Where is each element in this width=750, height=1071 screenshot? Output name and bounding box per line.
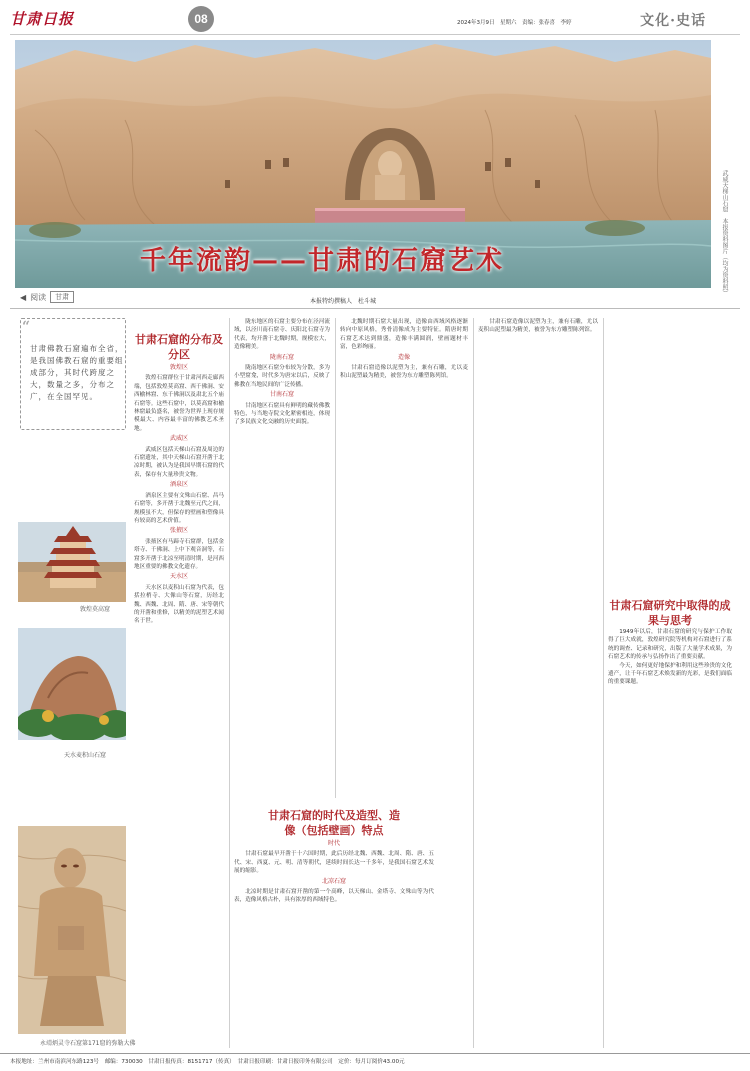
paragraph: 甘肃石窟最早开凿于十六国时期，此后历经北魏、西魏、北周、隋、唐、五代、宋、西夏、元、明、清等朝代，延续时间长达一千多年，是我国石窟艺术发展的缩影。 [234, 851, 434, 875]
feature-title: 千年流韵——甘肃的石窟艺术 [140, 246, 505, 276]
footer-info: 本报地址：兰州市南滨河东路123号 邮编：730030 甘肃日报传真：8151717（传真） 甘肃日报印刷：甘肃日报印务有限公司 定价：每月订阅价43.00元 [0, 1053, 750, 1071]
intro-text: 甘肃佛教石窟遍布全省，是我国佛教石窟的重要组成部分，其时代跨度之大，数量之多，分布之广，在全国罕见。 [30, 344, 124, 401]
column-divider [473, 318, 474, 1048]
column3-heading: 甘肃石窟的时代及造型、造像（包括壁画）特点 [268, 809, 400, 837]
section-title: 文化·史话 [640, 13, 706, 29]
paragraph: 北魏时期石窟大量出现，造像由西域风格逐渐转向中原风格，秀骨清像成为主要特征。隋唐时期石窟艺术达到鼎盛，造像丰满圆润，壁画题材丰富，色彩绚丽。 [340, 319, 468, 351]
paragraph: 今天，如何更好地保护和利用这些珍贵的文化遗产，让千年石窟艺术焕发新的光彩，是我们面临的重要课题。 [608, 662, 732, 686]
breadcrumb [20, 291, 74, 303]
paragraph: 敦煌石窟群位于甘肃河西走廊西端，包括敦煌莫高窟、西千佛洞、安西榆林窟、东千佛洞以及肃北五个庙石窟等。这些石窟中，以莫高窟和榆林窟最负盛名，被誉为世界上现存规模最大、内容最丰富的佛教艺术圣地。 [134, 375, 224, 432]
paragraph: 1949年以后，甘肃石窟的研究与保护工作取得了巨大成就，敦煌研究院等机构对石窟进行了系统的调查、记录和研究，出版了大量学术成果，为石窟艺术的传承与弘扬作出了重要贡献。 [608, 629, 732, 661]
paragraph: 甘肃石窟造像以泥塑为主，兼有石雕，尤以麦积山泥塑最为精美，被誉为东方雕塑陈列馆。 [478, 319, 598, 334]
text-column-4 [340, 318, 468, 1048]
photo-maijishan [18, 628, 126, 740]
caption-mogao: 敦煌莫高窟 [80, 606, 111, 613]
back-triangle-icon: ◀ [20, 292, 27, 302]
text-column-1 [134, 332, 224, 1047]
subhead-statues: 造像 [397, 353, 410, 361]
paragraph: 天水区以麦积山石窟为代表，包括拉梢寺、大像山等石窟，历经北魏、西魏、北周、隋、唐、宋等朝代的开凿和重修，以精美的泥塑艺术闻名于世。 [134, 584, 224, 625]
column1-heading: 甘肃石窟的分布及分区 [135, 333, 223, 361]
paragraph: 陇南地区石窟分布较为分散，多为小型窟龛，时代多为唐宋以后，反映了佛教在当地民间的广泛传播。 [234, 365, 330, 388]
subhead-tianshui: 天水区 [169, 573, 188, 581]
byline: 本报特约撰稿人 杜斗城 [310, 298, 377, 305]
issue-info: 2024年3月9日 星期六 责编：张春喜 李婷 [457, 20, 572, 26]
subhead-gannan: 甘南石窟 [269, 391, 294, 399]
newspaper-logo: 甘肃日报 [10, 10, 75, 28]
subhead-dunhuang: 敦煌区 [169, 364, 188, 371]
breadcrumb-pill: 甘肃 [50, 291, 74, 303]
caption-bingling: 永靖炳灵寺石窟第171窟的弥勒大佛 [40, 1040, 136, 1047]
photo-bingling [18, 826, 126, 1034]
text-column-6 [608, 318, 732, 1048]
subhead-beiliang: 北凉石窟 [321, 877, 346, 885]
page-number: 08 [188, 6, 214, 32]
paragraph: 甘南地区石窟具有鲜明的藏传佛教特色，与当地寺院文化紧密相连，体现了多民族文化交融的历史面貌。 [234, 402, 330, 426]
paragraph: 武威区包括天梯山石窟及周边的石窟遗址，其中天梯山石窟开凿于北凉时期，被认为是我国早期石窟的代表，保存有大量珍贵文物。 [134, 446, 224, 478]
text-column-5 [478, 318, 598, 1048]
subhead-era: 时代 [327, 840, 340, 847]
caption-maijishan: 天水麦积山石窟 [64, 752, 107, 759]
maijishan-illustration [18, 628, 126, 740]
text-column-2 [234, 318, 330, 728]
column-divider [603, 318, 604, 1048]
paragraph: 北凉时期是甘肃石窟开凿的第一个高峰，以天梯山、金塔寺、文殊山等为代表，造像风格古朴，具有浓厚的西域特色。 [234, 889, 434, 904]
column5-heading: 甘肃石窟研究中取得的成果与思考 [609, 599, 731, 627]
byline-divider [10, 308, 740, 309]
paragraph: 张掖区有马蹄寺石窟群，包括金塔寺、千佛洞、上中下观音洞等，石窟多开凿于北凉至明清时期，是河西地区重要的佛教文化遗存。 [134, 538, 224, 570]
paragraph: 陇东地区的石窟主要分布在泾河流域，以泾川南石窟寺、庆阳北石窟寺为代表，均开凿于北魏时期，规模宏大，造像精美。 [234, 319, 330, 351]
column-divider [335, 318, 336, 798]
subhead-jiuquan: 酒泉区 [169, 481, 188, 489]
subhead-zhangye: 张掖区 [169, 527, 188, 535]
breadcrumb-label: 阅读 [30, 292, 47, 302]
paragraph: 甘肃石窟造像以泥塑为主，兼有石雕，尤以麦积山泥塑最为精美，被誉为东方雕塑陈列馆。 [340, 365, 468, 380]
subhead-wuwei: 武威区 [169, 435, 188, 443]
quote-mark-icon: “ [22, 319, 31, 335]
subhead-longnan: 陇南石窟 [269, 353, 294, 361]
header-divider [10, 34, 740, 35]
bingling-buddha-illustration [18, 826, 126, 1034]
mogao-pagoda-illustration [18, 522, 126, 602]
photo-mogao [18, 522, 126, 602]
hero-side-caption: 武威天梯山石窟 本报资料图片（均为资料照） [721, 170, 728, 296]
column-divider [229, 318, 230, 1048]
paragraph: 酒泉区主要有文殊山石窟、昌马石窟等，多开凿于北魏至元代之间，规模虽不大，但保存的壁画和塑像具有较高的艺术价值。 [134, 492, 224, 524]
